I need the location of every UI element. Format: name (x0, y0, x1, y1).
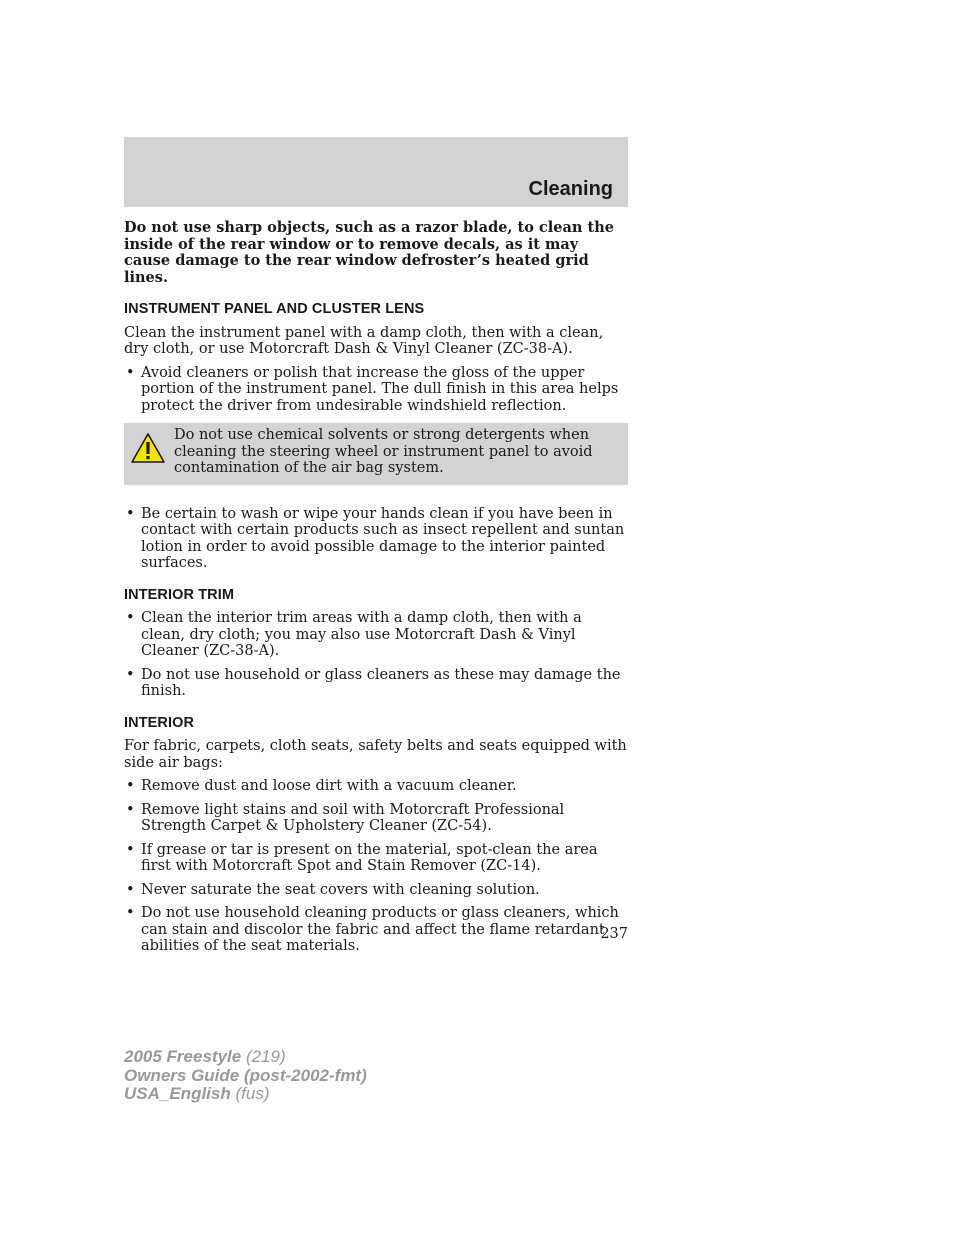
instrument-panel-paragraph: Clean the instrument panel with a damp cloth, then with a clean, dry cloth, or use Motorcraft Dash & Vinyl Cleaner (ZC-38-A). (124, 324, 604, 357)
footer-guide: Owners Guide (post-2002-fmt) (124, 1065, 367, 1085)
list-item: • Do not use household cleaning products or glass cleaners, which can stain and discolor the fabric and affect the flame retardant abilities of the seat materials. (124, 905, 628, 955)
heading-interior-trim: INTERIOR TRIM (124, 586, 235, 603)
list-item: • Never saturate the seat covers with cleaning solution. (124, 882, 628, 899)
caution-box (124, 423, 628, 485)
list-item: • Do not use household or glass cleaners as these may damage the finish. (124, 667, 628, 700)
section-title: Cleaning (528, 178, 613, 200)
list-item: • Be certain to wash or wipe your hands clean if you have been in contact with certain products such as insect repellent and suntan lotion in order to avoid possible damage to the interior painted surfaces. (124, 506, 628, 572)
caution-text: Do not use chemical solvents or strong detergents when cleaning the steering wheel or instrument panel to avoid contamination of the air bag system. (174, 427, 593, 476)
heading-interior: INTERIOR (124, 714, 195, 731)
footer-language-code: (fus) (235, 1084, 270, 1103)
list-item: • If grease or tar is present on the material, spot-clean the area first with Motorcraft Spot and Stain Remover (ZC-14). (124, 842, 628, 875)
interior-trim-bullets (124, 610, 628, 700)
list-item: • Remove dust and loose dirt with a vacuum cleaner. (124, 778, 628, 795)
footer-model: 2005 Freestyle (124, 1047, 242, 1066)
list-item: • Remove light stains and soil with Motorcraft Professional Strength Carpet & Upholstery Cleaner (ZC-54). (124, 802, 628, 835)
list-item: • Avoid cleaners or polish that increase the gloss of the upper portion of the instrument panel. The dull finish in this area helps protect the driver from undesirable windshield reflection. (124, 365, 628, 415)
footer-model-code: (219) (245, 1047, 286, 1066)
footer-language: USA_English (124, 1084, 231, 1103)
document-footer (124, 1048, 367, 1104)
footer-line-3 (124, 1085, 367, 1104)
footer-line-1 (124, 1048, 367, 1067)
warning-triangle-icon (130, 431, 166, 465)
page-content (124, 220, 628, 962)
page-number: 237 (600, 926, 628, 942)
footer-line-2 (124, 1067, 367, 1086)
section-header-band (124, 137, 628, 207)
instrument-panel-bullets-after (124, 506, 628, 572)
list-item: • Clean the interior trim areas with a damp cloth, then with a clean, dry cloth; you may also use Motorcraft Dash & Vinyl Cleaner (ZC-38-A). (124, 610, 628, 660)
instrument-panel-bullets (124, 365, 628, 415)
intro-warning-text: Do not use sharp objects, such as a razor blade, to clean the inside of the rear window or to remove decals, as it may cause damage to the rear window defroster’s heated grid lines. (124, 219, 614, 286)
heading-instrument-panel: INSTRUMENT PANEL AND CLUSTER LENS (124, 301, 425, 317)
interior-paragraph: For fabric, carpets, cloth seats, safety belts and seats equipped with side air bags: (124, 738, 627, 771)
